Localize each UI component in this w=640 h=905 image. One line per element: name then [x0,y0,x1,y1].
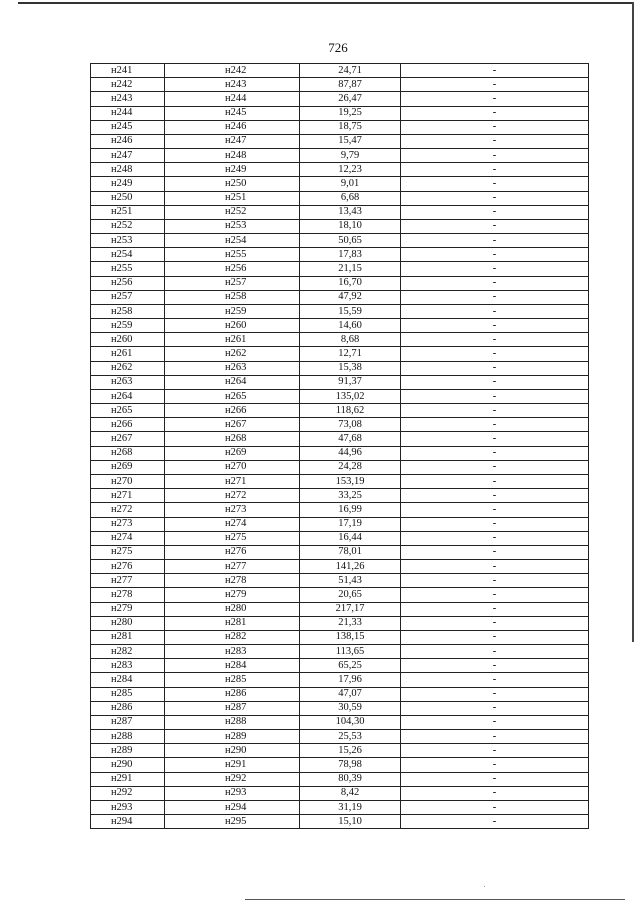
cell-distance: 141,26 [300,560,401,574]
cell-note: - [401,701,589,715]
cell-distance: 19,25 [300,106,401,120]
cell-distance: 153,19 [300,474,401,488]
cell-note: - [401,800,589,814]
cell-note: - [401,545,589,559]
table-row [91,319,589,333]
table-row [91,503,589,517]
cell-note: - [401,673,589,687]
cell-note: - [401,446,589,460]
cell-point-to: н253 [165,219,300,233]
cell-point-from: н244 [91,106,165,120]
cell-note: - [401,574,589,588]
cell-point-from: н281 [91,630,165,644]
table-row [91,149,589,163]
table-row [91,744,589,758]
table-row [91,460,589,474]
cell-distance: 17,19 [300,517,401,531]
cell-point-to: н284 [165,659,300,673]
cell-point-from: н269 [91,460,165,474]
cell-note: - [401,333,589,347]
cell-point-to: н285 [165,673,300,687]
table-row [91,106,589,120]
cell-point-to: н292 [165,772,300,786]
cell-point-to: н258 [165,290,300,304]
cell-note: - [401,786,589,800]
cell-distance: 91,37 [300,375,401,389]
cell-point-to: н255 [165,248,300,262]
cell-distance: 17,83 [300,248,401,262]
cell-point-to: н270 [165,460,300,474]
cell-distance: 31,19 [300,800,401,814]
table-row [91,418,589,432]
cell-point-to: н275 [165,531,300,545]
cell-note: - [401,474,589,488]
cell-point-from: н277 [91,574,165,588]
cell-point-to: н243 [165,78,300,92]
cell-distance: 73,08 [300,418,401,432]
cell-point-to: н252 [165,205,300,219]
cell-point-from: н264 [91,389,165,403]
cell-point-from: н282 [91,645,165,659]
cell-note: - [401,120,589,134]
cell-note: - [401,659,589,673]
table-row [91,347,589,361]
table-row [91,715,589,729]
table-row [91,205,589,219]
cell-note: - [401,744,589,758]
cell-point-from: н252 [91,219,165,233]
table-row [91,772,589,786]
cell-point-to: н290 [165,744,300,758]
cell-point-from: н278 [91,588,165,602]
table-row [91,800,589,814]
cell-point-to: н257 [165,276,300,290]
cell-point-from: н275 [91,545,165,559]
cell-point-from: н241 [91,64,165,78]
table-row [91,517,589,531]
cell-distance: 51,43 [300,574,401,588]
cell-note: - [401,248,589,262]
cell-distance: 104,30 [300,715,401,729]
cell-distance: 24,71 [300,64,401,78]
cell-distance: 50,65 [300,234,401,248]
cell-point-to: н268 [165,432,300,446]
cell-note: - [401,815,589,829]
cell-distance: 21,33 [300,616,401,630]
cell-point-from: н291 [91,772,165,786]
cell-distance: 9,79 [300,149,401,163]
cell-point-to: н247 [165,134,300,148]
scan-speck [484,886,485,887]
cell-note: - [401,630,589,644]
cell-distance: 113,65 [300,645,401,659]
cell-point-from: н276 [91,560,165,574]
cell-point-from: н256 [91,276,165,290]
table-row [91,404,589,418]
cell-point-from: н245 [91,120,165,134]
cell-note: - [401,64,589,78]
cell-distance: 12,23 [300,163,401,177]
cell-point-from: н255 [91,262,165,276]
cell-point-to: н291 [165,758,300,772]
cell-point-from: н270 [91,474,165,488]
cell-note: - [401,772,589,786]
cell-point-to: н254 [165,234,300,248]
cell-point-from: н274 [91,531,165,545]
table-row [91,120,589,134]
cell-point-from: н257 [91,290,165,304]
cell-point-from: н280 [91,616,165,630]
cell-distance: 12,71 [300,347,401,361]
cell-distance: 47,68 [300,432,401,446]
cell-note: - [401,715,589,729]
cell-point-from: н286 [91,701,165,715]
cell-distance: 9,01 [300,177,401,191]
cell-point-to: н295 [165,815,300,829]
cell-note: - [401,219,589,233]
cell-note: - [401,375,589,389]
cell-point-from: н242 [91,78,165,92]
cell-point-from: н250 [91,191,165,205]
cell-point-from: н268 [91,446,165,460]
cell-point-from: н258 [91,304,165,318]
cell-point-to: н271 [165,474,300,488]
cell-point-to: н266 [165,404,300,418]
cell-point-to: н262 [165,347,300,361]
table-row [91,134,589,148]
cell-distance: 18,75 [300,120,401,134]
cell-point-to: н272 [165,489,300,503]
cell-distance: 17,96 [300,673,401,687]
cell-note: - [401,503,589,517]
cell-note: - [401,687,589,701]
cell-point-from: н249 [91,177,165,191]
cell-point-from: н283 [91,659,165,673]
cell-note: - [401,205,589,219]
cell-point-from: н290 [91,758,165,772]
cell-point-from: н279 [91,602,165,616]
cell-point-to: н259 [165,304,300,318]
table-row [91,588,589,602]
cell-point-from: н285 [91,687,165,701]
table-row [91,375,589,389]
cell-note: - [401,489,589,503]
scan-edge-right [632,2,634,642]
cell-point-to: н289 [165,730,300,744]
table-row [91,191,589,205]
cell-distance: 65,25 [300,659,401,673]
cell-note: - [401,134,589,148]
table-row [91,78,589,92]
cell-distance: 15,10 [300,815,401,829]
table-row [91,333,589,347]
cell-note: - [401,163,589,177]
cell-note: - [401,290,589,304]
cell-point-to: н273 [165,503,300,517]
cell-distance: 135,02 [300,389,401,403]
table-row [91,786,589,800]
cell-distance: 15,47 [300,134,401,148]
cell-point-to: н279 [165,588,300,602]
cell-point-to: н281 [165,616,300,630]
cell-note: - [401,262,589,276]
cell-point-from: н271 [91,489,165,503]
cell-point-to: н263 [165,361,300,375]
boundary-table [90,63,589,829]
table-row [91,545,589,559]
cell-point-to: н245 [165,106,300,120]
cell-note: - [401,106,589,120]
table-row [91,163,589,177]
table-row [91,234,589,248]
table-row [91,659,589,673]
cell-note: - [401,191,589,205]
cell-point-to: н277 [165,560,300,574]
cell-note: - [401,517,589,531]
cell-note: - [401,560,589,574]
cell-point-to: н267 [165,418,300,432]
cell-point-from: н272 [91,503,165,517]
cell-distance: 47,92 [300,290,401,304]
cell-point-to: н265 [165,389,300,403]
cell-point-to: н274 [165,517,300,531]
cell-note: - [401,361,589,375]
cell-distance: 21,15 [300,262,401,276]
cell-point-from: н253 [91,234,165,248]
cell-note: - [401,389,589,403]
cell-distance: 24,28 [300,460,401,474]
table-row [91,389,589,403]
cell-point-from: н292 [91,786,165,800]
cell-point-to: н283 [165,645,300,659]
cell-point-from: н288 [91,730,165,744]
cell-point-from: н267 [91,432,165,446]
cell-note: - [401,418,589,432]
cell-note: - [401,149,589,163]
cell-point-from: н273 [91,517,165,531]
table-row [91,361,589,375]
table-row [91,304,589,318]
cell-note: - [401,276,589,290]
cell-point-from: н287 [91,715,165,729]
cell-note: - [401,78,589,92]
cell-note: - [401,730,589,744]
cell-distance: 25,53 [300,730,401,744]
cell-distance: 47,07 [300,687,401,701]
cell-distance: 16,99 [300,503,401,517]
table-row [91,616,589,630]
cell-distance: 217,17 [300,602,401,616]
cell-note: - [401,319,589,333]
cell-point-to: н293 [165,786,300,800]
cell-point-to: н256 [165,262,300,276]
table-body [91,64,589,829]
cell-point-to: н251 [165,191,300,205]
cell-note: - [401,347,589,361]
cell-note: - [401,531,589,545]
cell-point-from: н254 [91,248,165,262]
cell-distance: 16,70 [300,276,401,290]
table-row [91,446,589,460]
cell-point-from: н248 [91,163,165,177]
cell-distance: 78,98 [300,758,401,772]
cell-point-to: н260 [165,319,300,333]
table-row [91,815,589,829]
table-row [91,276,589,290]
table-row [91,687,589,701]
cell-distance: 6,68 [300,191,401,205]
cell-point-to: н286 [165,687,300,701]
table-row [91,758,589,772]
cell-point-to: н264 [165,375,300,389]
table-row [91,248,589,262]
cell-point-to: н276 [165,545,300,559]
cell-distance: 14,60 [300,319,401,333]
table-row [91,673,589,687]
cell-point-from: н284 [91,673,165,687]
table-row [91,92,589,106]
cell-point-from: н289 [91,744,165,758]
cell-point-to: н248 [165,149,300,163]
table-row [91,290,589,304]
cell-point-from: н247 [91,149,165,163]
cell-note: - [401,177,589,191]
cell-distance: 15,59 [300,304,401,318]
cell-distance: 87,87 [300,78,401,92]
cell-note: - [401,588,589,602]
cell-note: - [401,404,589,418]
table-row [91,531,589,545]
cell-point-from: н261 [91,347,165,361]
cell-note: - [401,460,589,474]
scan-edge-top [18,2,634,4]
table-row [91,602,589,616]
table-row [91,262,589,276]
cell-point-to: н278 [165,574,300,588]
table-row [91,730,589,744]
cell-distance: 118,62 [300,404,401,418]
cell-point-to: н246 [165,120,300,134]
table-row [91,474,589,488]
table-row [91,560,589,574]
cell-point-to: н250 [165,177,300,191]
cell-note: - [401,92,589,106]
cell-point-to: н261 [165,333,300,347]
table-row [91,645,589,659]
cell-point-from: н263 [91,375,165,389]
cell-distance: 26,47 [300,92,401,106]
cell-point-from: н294 [91,815,165,829]
cell-note: - [401,645,589,659]
table-row [91,574,589,588]
table-row [91,701,589,715]
table-row [91,219,589,233]
cell-note: - [401,234,589,248]
cell-distance: 33,25 [300,489,401,503]
cell-distance: 138,15 [300,630,401,644]
cell-distance: 20,65 [300,588,401,602]
cell-point-to: н242 [165,64,300,78]
cell-point-to: н269 [165,446,300,460]
table-row [91,432,589,446]
table-row [91,489,589,503]
cell-point-to: н280 [165,602,300,616]
cell-point-from: н293 [91,800,165,814]
cell-note: - [401,602,589,616]
cell-point-from: н246 [91,134,165,148]
cell-point-to: н287 [165,701,300,715]
table-row [91,64,589,78]
cell-point-to: н249 [165,163,300,177]
cell-distance: 78,01 [300,545,401,559]
cell-note: - [401,304,589,318]
cell-point-from: н260 [91,333,165,347]
cell-distance: 8,68 [300,333,401,347]
cell-note: - [401,616,589,630]
cell-point-from: н262 [91,361,165,375]
cell-distance: 13,43 [300,205,401,219]
cell-distance: 16,44 [300,531,401,545]
cell-distance: 15,26 [300,744,401,758]
cell-note: - [401,758,589,772]
cell-point-to: н288 [165,715,300,729]
cell-distance: 18,10 [300,219,401,233]
table-row [91,177,589,191]
cell-point-from: н266 [91,418,165,432]
cell-distance: 15,38 [300,361,401,375]
cell-point-to: н244 [165,92,300,106]
cell-point-to: н282 [165,630,300,644]
page-number: 726 [328,40,348,55]
cell-distance: 44,96 [300,446,401,460]
cell-distance: 8,42 [300,786,401,800]
cell-distance: 30,59 [300,701,401,715]
cell-point-from: н265 [91,404,165,418]
cell-point-from: н251 [91,205,165,219]
cell-point-to: н294 [165,800,300,814]
cell-distance: 80,39 [300,772,401,786]
table-row [91,630,589,644]
cell-point-from: н259 [91,319,165,333]
cell-point-from: н243 [91,92,165,106]
cell-note: - [401,432,589,446]
scan-edge-bottom [245,899,625,900]
